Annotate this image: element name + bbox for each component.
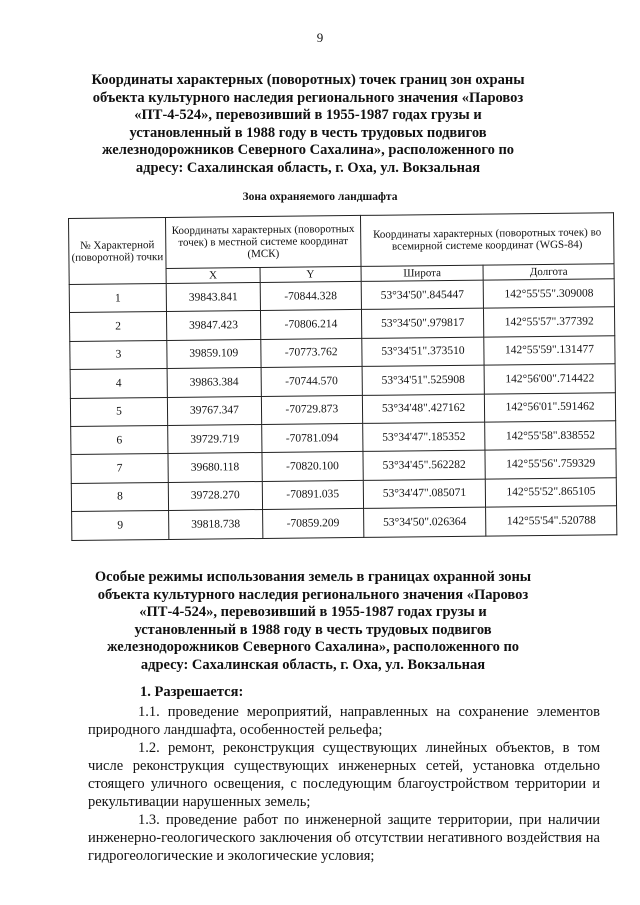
point-number: 5 <box>70 397 167 426</box>
coord-y: -70773.762 <box>261 338 362 367</box>
point-number: 3 <box>70 340 167 369</box>
coord-y: -70806.214 <box>260 310 361 339</box>
coord-y: -70820.100 <box>262 452 363 481</box>
coord-lat: 53°34'45".562282 <box>363 450 486 480</box>
coord-lon: 142°55'56".759329 <box>485 449 616 479</box>
coord-y: -70844.328 <box>260 281 361 310</box>
coord-x: 39729.719 <box>168 424 262 453</box>
coord-x: 39767.347 <box>167 396 261 425</box>
table-row <box>72 506 617 540</box>
coord-x: 39863.384 <box>167 368 261 397</box>
coord-lon: 142°55'52".865105 <box>485 478 616 508</box>
regimes-title: Особые режимы использования земель в границах охранной зоны объекта культурного наследия регионального значения «Паровоз «ПТ-4-524», перевозивший в 1955-1987 годах грузы и установленный в 1988 году в честь трудовых подвигов железнодорожников Северного Сахалина», расположенного по адресу: Сахалинская область, г. Оха, ул. Вокзальная <box>94 569 532 673</box>
header-latitude: Широта <box>361 265 484 281</box>
coord-lat: 53°34'48".427162 <box>362 394 485 424</box>
coord-y: -70859.209 <box>262 509 363 538</box>
coord-x: 39843.841 <box>166 282 260 311</box>
coord-lon: 142°56'00".714422 <box>484 364 615 394</box>
coord-lat: 53°34'51".525908 <box>362 365 485 395</box>
coord-x: 39859.109 <box>167 339 261 368</box>
coord-lon: 142°55'57".377392 <box>484 307 615 337</box>
point-number: 7 <box>71 454 168 483</box>
coord-y: -70891.035 <box>262 480 363 509</box>
coord-lon: 142°55'58".838552 <box>485 421 616 451</box>
point-number: 8 <box>71 482 168 511</box>
coord-x: 39680.118 <box>168 453 262 482</box>
coord-lon: 142°55'54".520788 <box>486 506 617 536</box>
section-heading: 1. Разрешается: <box>140 684 244 700</box>
zone-title: Зона охраняемого ландшафта <box>242 191 398 203</box>
coord-lat: 53°34'50".026364 <box>363 507 486 537</box>
header-y: Y <box>260 266 361 282</box>
coord-y: -70781.094 <box>261 423 362 452</box>
coord-x: 39728.270 <box>168 481 262 510</box>
coord-lon: 142°55'59".131477 <box>484 336 615 366</box>
coord-y: -70744.570 <box>261 367 362 396</box>
header-wgs: Координаты характерных (поворотных точек) во всемирной системе координат (WGS-84) <box>360 213 614 267</box>
coord-lat: 53°34'47".085071 <box>363 479 486 509</box>
list-item: 1.2. ремонт, реконструкция существующих линейных объектов, в том числе реконструкция существующих инженерных сетей, установка отдельно стоящего уличного освещения, с последующим благоустройством территории и рекультивации нарушенных земель; <box>88 740 600 810</box>
point-number: 6 <box>71 425 168 454</box>
coord-lat: 53°34'50".979817 <box>361 309 484 339</box>
coord-x: 39818.738 <box>169 510 263 539</box>
header-longitude: Долгота <box>483 264 614 280</box>
point-number: 2 <box>69 312 166 341</box>
coord-lat: 53°34'51".373510 <box>362 337 485 367</box>
list-item: 1.3. проведение работ по инженерной защите территории, при наличии инженерно-геологического заключения об отсутствии негативного воздействия на гидрогеологические и экологические условия; <box>88 812 600 864</box>
coordinates-title: Координаты характерных (поворотных) точек границ зон охраны объекта культурного наследия регионального значения «Паровоз «ПТ-4-524», перевозивший в 1955-1987 годах грузы и установленный в 1988 году в честь трудовых подвигов железнодорожников Северного Сахалина», расположенного по адресу: Сахалинская область, г. Оха, ул. Вокзальная <box>91 72 525 176</box>
coord-lon: 142°56'01".591462 <box>485 392 616 422</box>
point-number: 4 <box>70 369 167 398</box>
coord-lat: 53°34'50".845447 <box>361 280 484 310</box>
point-number: 1 <box>69 283 166 312</box>
header-point-number: № Характерной (поворотной) точки <box>69 217 167 284</box>
coord-lat: 53°34'47".185352 <box>363 422 486 452</box>
point-number: 9 <box>72 511 169 540</box>
coord-y: -70729.873 <box>261 395 362 424</box>
coord-lon: 142°55'55".309008 <box>483 279 614 309</box>
list-item: 1.1. проведение мероприятий, направленных на сохранение элементов природного ландшафта, особенностей рельефа; <box>88 704 600 738</box>
header-x: X <box>166 267 260 283</box>
regimes-body <box>88 683 600 865</box>
coordinates-table <box>68 212 617 540</box>
page-number: 9 <box>316 30 324 45</box>
coord-x: 39847.423 <box>166 311 260 340</box>
header-msk: Координаты характерных (поворотных точек) в местной системе координат (МСК) <box>165 215 360 268</box>
